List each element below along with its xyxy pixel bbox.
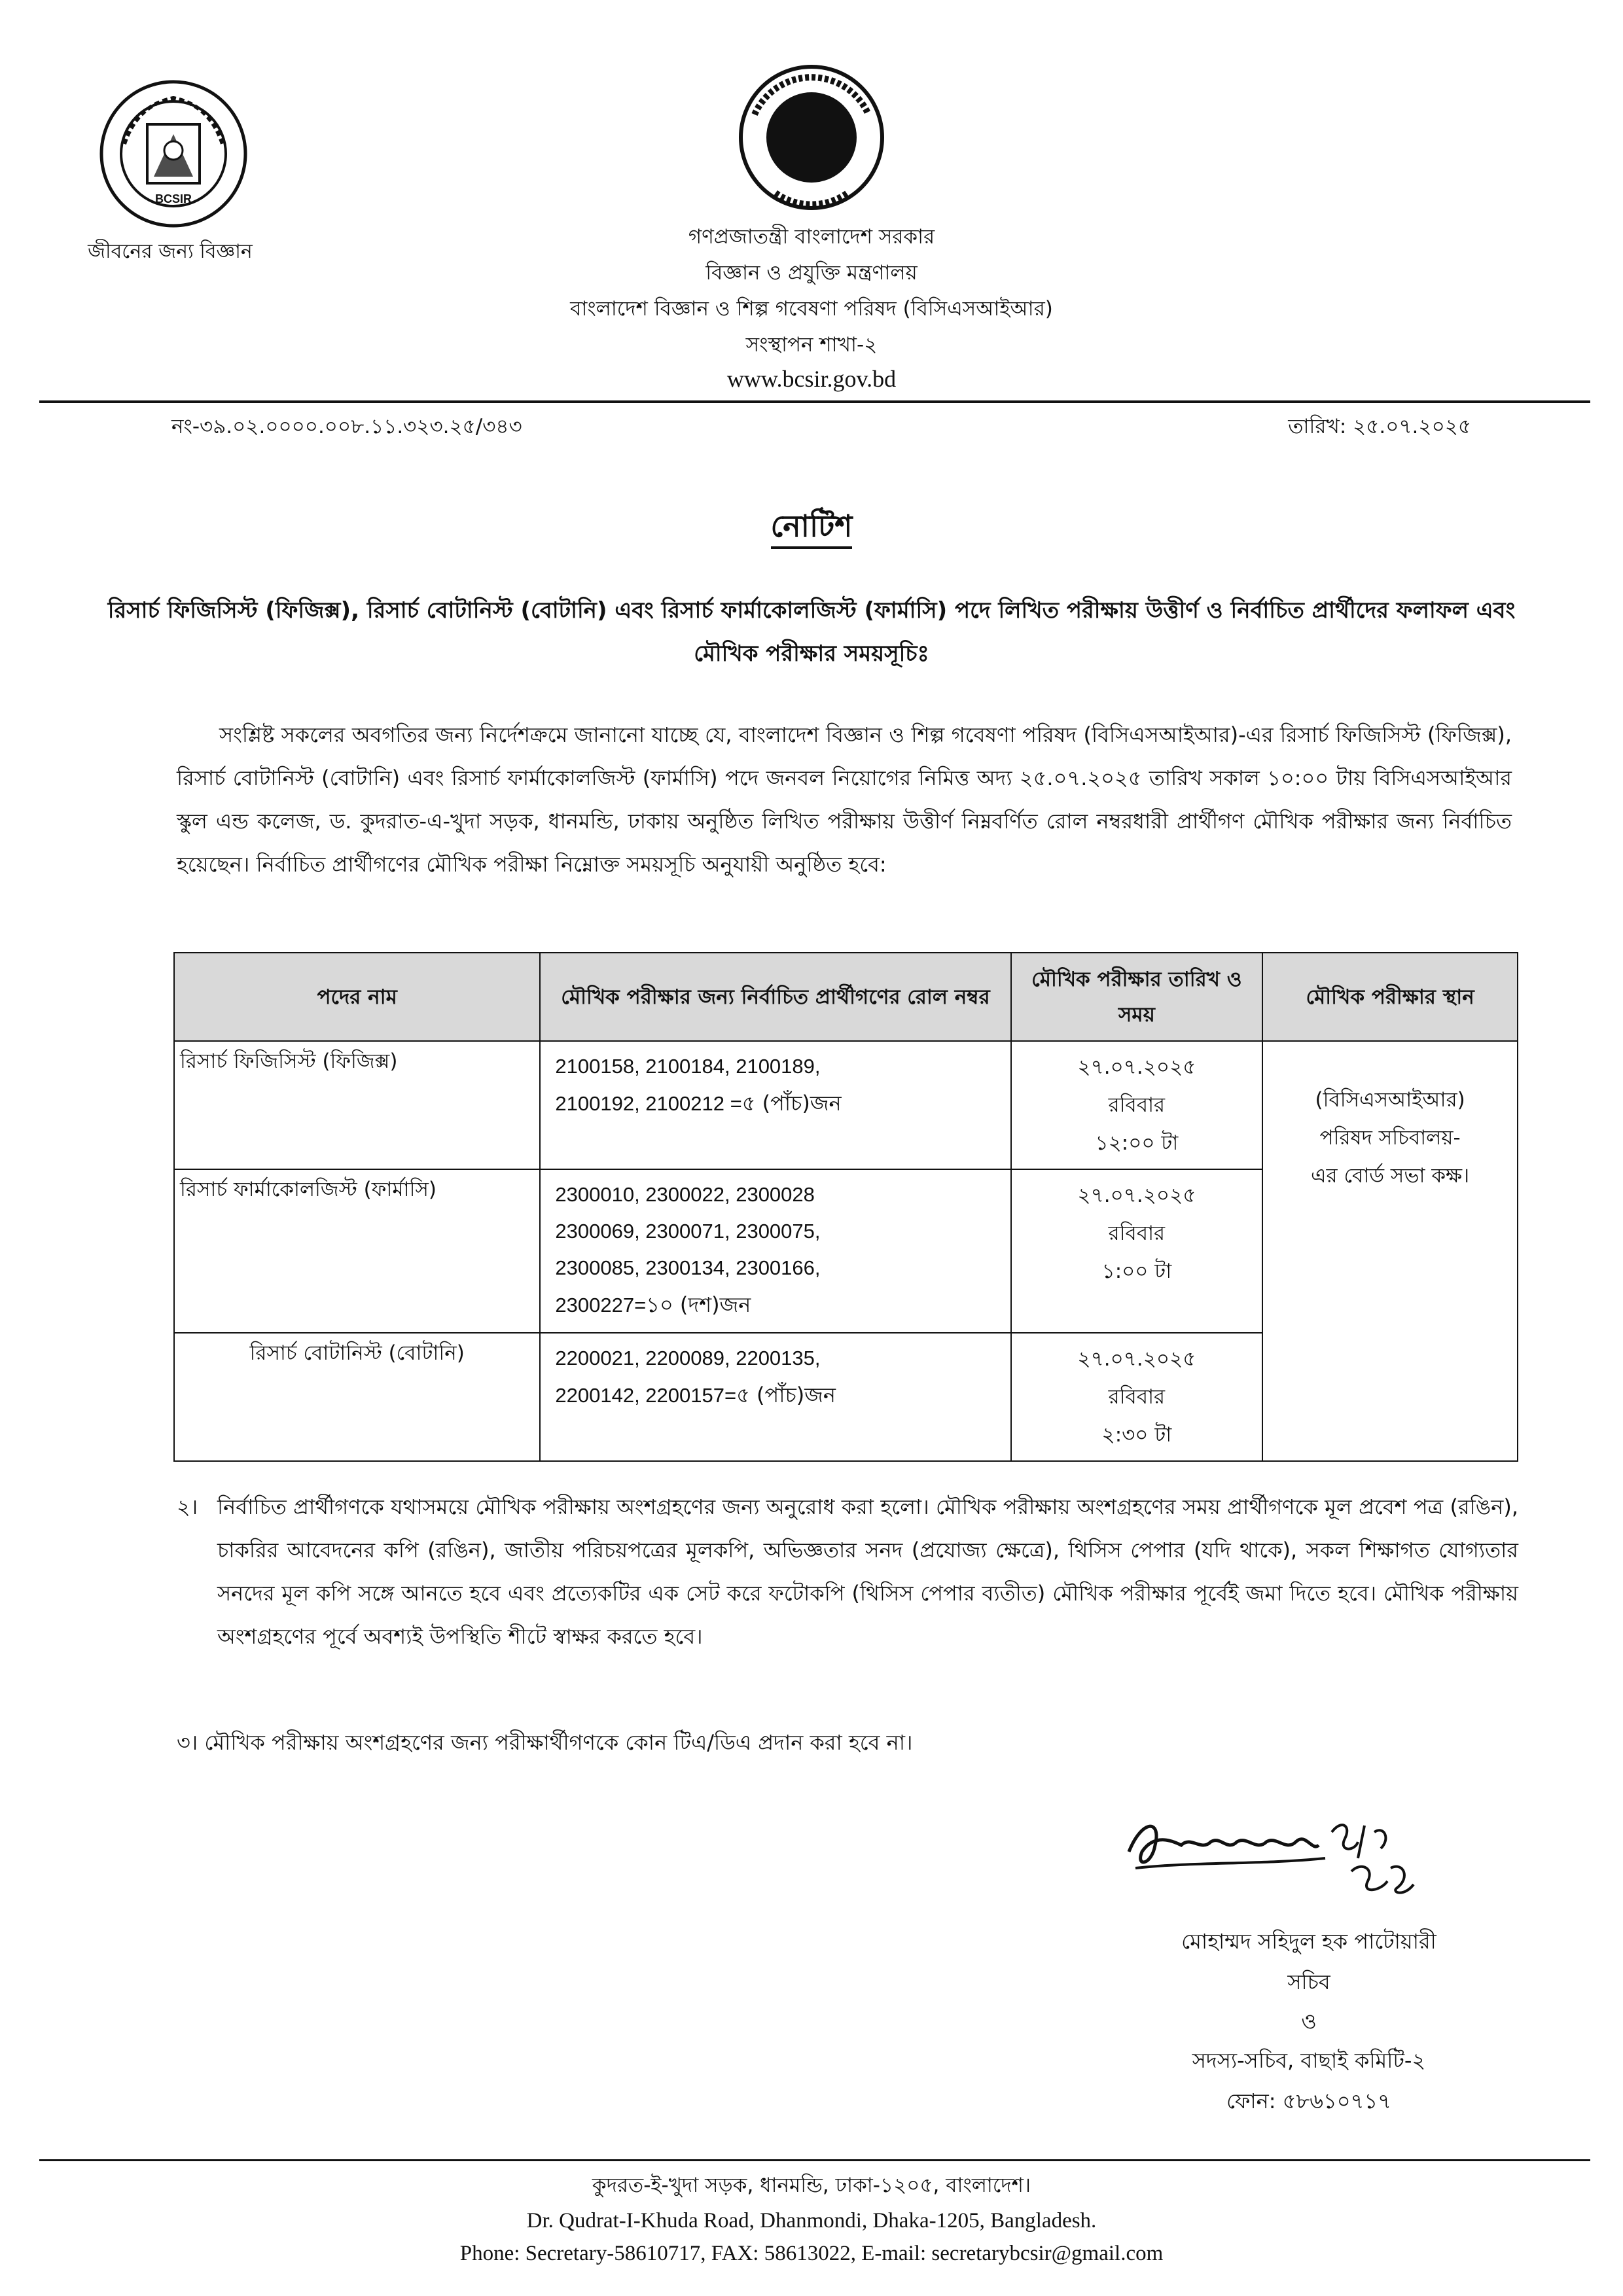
table-row (174, 1041, 1518, 1169)
logo-caption: জীবনের জন্য বিজ্ঞান (88, 240, 253, 263)
roll-line: 2300085, 2300134, 2300166, (555, 1256, 821, 1279)
roll-count: ৫ (পাঁচ)জন (741, 1091, 842, 1116)
header-divider (39, 400, 1590, 403)
footer-contact: Phone: Secretary-58610717, FAX: 58613022, E-mail: secretarybcsir@gmail.com (459, 2242, 1164, 2265)
roll-count: ৫ (পাঁচ)জন (736, 1383, 836, 1407)
viva-date: ২৭.০৭.২০২৫ (1077, 1055, 1196, 1079)
roll-numbers (540, 1041, 1010, 1169)
viva-day: রবিবার (1108, 1222, 1166, 1245)
government-seal (736, 62, 887, 213)
viva-time: ১২:০০ টা (1095, 1131, 1179, 1155)
svg-text:BCSIR: BCSIR (154, 192, 192, 205)
viva-datetime (1011, 1333, 1263, 1461)
roll-line: 2300010, 2300022, 2300028 (555, 1183, 815, 1206)
roll-line: 2100158, 2100184, 2100189, (555, 1055, 821, 1078)
notice-subject: রিসার্চ ফিজিসিস্ট (ফিজিক্স), রিসার্চ বোটানিস্ট (বোটানি) এবং রিসার্চ ফার্মাকোলজিস্ট (ফার্মাসি) পদে লিখিত পরীক্ষায় উত্তীর্ণ ও নির্বাচিত প্রার্থীদের ফলাফল এবং মৌখিক পরীক্ষার সময়সূচিঃ (107, 597, 1516, 667)
memo-date: তারিখ: ২৫.০৭.২০২৫ (1288, 415, 1471, 438)
roll-line (555, 1286, 995, 1324)
venue-line: (বিসিএসআইআর) (1315, 1088, 1465, 1112)
post-name: রিসার্চ বোটানিস্ট (বোটানি) (174, 1333, 540, 1461)
notice-title-text: নোটিশ (771, 508, 853, 549)
viva-datetime (1011, 1041, 1263, 1169)
viva-datetime (1011, 1169, 1263, 1333)
roll-line-text: 2300227= (555, 1294, 647, 1316)
memo-number: নং-৩৯.০২.০০০০.০০৮.১১.৩২৩.২৫/৩৪৩ (171, 415, 522, 438)
signatory-role: সদস্য-সচিব, বাছাই কমিটি-২ (1192, 2048, 1426, 2073)
post-name: রিসার্চ ফার্মাকোলজিস্ট (ফার্মাসি) (174, 1169, 540, 1333)
signatory-name: মোহাম্মদ সহিদুল হক পাটোয়ারী (1181, 1929, 1436, 1954)
header-post: পদের নাম (174, 953, 540, 1041)
signatory-title: সচিব (1287, 1969, 1330, 1994)
notice-title (0, 504, 1623, 554)
paragraph-text: নির্বাচিত প্রার্থীগণকে যথাসময়ে মৌখিক পরীক্ষায় অংশগ্রহণের জন্য অনুরোধ করা হলো। মৌখিক পরীক্ষায় অংশগ্রহণের সময় প্রার্থীগণকে মূল প্রবেশ পত্র (রঙিন), চাকরির আবেদনের কপি (রঙিন), জাতীয় পরিচয়পত্রের মূলকপি, অভিজ্ঞতার সনদ (প্রযোজ্য ক্ষেত্রে), থিসিস পেপার (যদি থাকে), সকল শিক্ষাগত যোগ্যতার সনদের মূল কপি সঙ্গে আনতে হবে এবং প্রত্যেকটির এক সেট করে ফটোকপি (থিসিস পেপার ব্যতীত) মৌখিক পরীক্ষার পূর্বেই জমা দিতে হবে। মৌখিক পরীক্ষায় অংশগ্রহণের পূর্বে অবশ্যই উপস্থিতি শীটে স্বাক্ষর করতে হবে। (217, 1494, 1518, 1649)
header-venue: মৌখিক পরীক্ষার স্থান (1262, 953, 1518, 1041)
roll-line: 2200021, 2200089, 2200135, (555, 1347, 821, 1369)
venue-line: পরিষদ সচিবালয়- (1319, 1126, 1461, 1150)
header-rolls: মৌখিক পরীক্ষার জন্য নির্বাচিত প্রার্থীগণের রোল নম্বর (540, 953, 1010, 1041)
paragraph-1: সংশ্লিষ্ট সকলের অবগতির জন্য নির্দেশক্রমে জানানো যাচ্ছে যে, বাংলাদেশ বিজ্ঞান ও শিল্প গবেষণা পরিষদ (বিসিএসআইআর)-এর রিসার্চ ফিজিসিস্ট (ফিজিক্স), রিসার্চ বোটানিস্ট (বোটানি) এবং রিসার্চ ফার্মাকোলজিস্ট (ফার্মাসি) পদে জনবল নিয়োগের নিমিত্ত অদ্য ২৫.০৭.২০২৫ তারিখ সকাল ১০:০০ টায় বিসিএসআইআর স্কুল এন্ড কলেজ, ড. কুদরাত-এ-খুদা সড়ক, ধানমন্ডি, ঢাকায় অনুষ্ঠিত লিখিত পরীক্ষায় উত্তীর্ণ নিম্নবর্ণিত রোল নম্বরধারী প্রার্থীগণ মৌখিক পরীক্ষার জন্য নির্বাচিত হয়েছেন। নির্বাচিত প্রার্থীগণের মৌখিক পরীক্ষা নিম্নোক্ত সময়সূচি অনুযায়ী অনুষ্ঠিত হবে: (177, 722, 1512, 877)
roll-line (555, 1085, 995, 1122)
viva-day: রবিবার (1108, 1385, 1166, 1409)
viva-time: ২:৩০ টা (1101, 1423, 1172, 1447)
roll-line: 2300069, 2300071, 2300075, (555, 1220, 821, 1243)
bcsir-logo (98, 79, 249, 229)
footer-address-bn: কুদরত-ই-খুদা সড়ক, ধানমন্ডি, ঢাকা-১২০৫, বাংলাদেশ। (592, 2174, 1031, 2197)
table-header-row (174, 953, 1518, 1041)
header-branch: সংস্থাপন শাখা-২ (745, 333, 878, 357)
viva-schedule-table (173, 952, 1518, 1462)
roll-line (555, 1377, 995, 1414)
paragraph-2 (177, 1485, 1518, 1658)
roll-line-text: 2200142, 2200157= (555, 1384, 737, 1407)
viva-date: ২৭.০৭.২০২৫ (1077, 1347, 1196, 1371)
signatory-phone: ফোন: ৫৮৬১০৭১৭ (1226, 2089, 1391, 2113)
viva-venue (1262, 1041, 1518, 1461)
paragraph-3: ৩। মৌখিক পরীক্ষায় অংশগ্রহণের জন্য পরীক্ষার্থীগণকে কোন টিএ/ডিএ প্রদান করা হবে না। (177, 1730, 913, 1755)
header-govt: গণপ্রজাতন্ত্রী বাংলাদেশ সরকার (688, 225, 935, 249)
footer-divider (39, 2159, 1590, 2161)
header-datetime: মৌখিক পরীক্ষার তারিখ ও সময় (1011, 953, 1263, 1041)
signatory-conj: ও (1301, 2009, 1317, 2034)
roll-numbers (540, 1333, 1010, 1461)
viva-time: ১:০০ টা (1101, 1260, 1172, 1283)
roll-numbers (540, 1169, 1010, 1333)
viva-day: রবিবার (1108, 1093, 1166, 1117)
footer-address-en: Dr. Qudrat-I-Khuda Road, Dhanmondi, Dhaka-1205, Bangladesh. (526, 2209, 1097, 2233)
post-name: রিসার্চ ফিজিসিস্ট (ফিজিক্স) (174, 1041, 540, 1169)
header-organization: বাংলাদেশ বিজ্ঞান ও শিল্প গবেষণা পরিষদ (বিসিএসআইআর) (570, 297, 1053, 321)
header-ministry: বিজ্ঞান ও প্রযুক্তি মন্ত্রণালয় (705, 261, 918, 285)
paragraph-number: ২। (177, 1494, 198, 1519)
signature (1116, 1806, 1417, 1917)
roll-count: ১০ (দশ)জন (646, 1292, 751, 1317)
venue-line: এর বোর্ড সভা কক্ষ। (1310, 1164, 1470, 1188)
viva-date: ২৭.০৭.২০২৫ (1077, 1184, 1196, 1207)
header-website[interactable]: www.bcsir.gov.bd (726, 366, 897, 392)
roll-line-text: 2100192, 2100212 = (555, 1092, 742, 1115)
